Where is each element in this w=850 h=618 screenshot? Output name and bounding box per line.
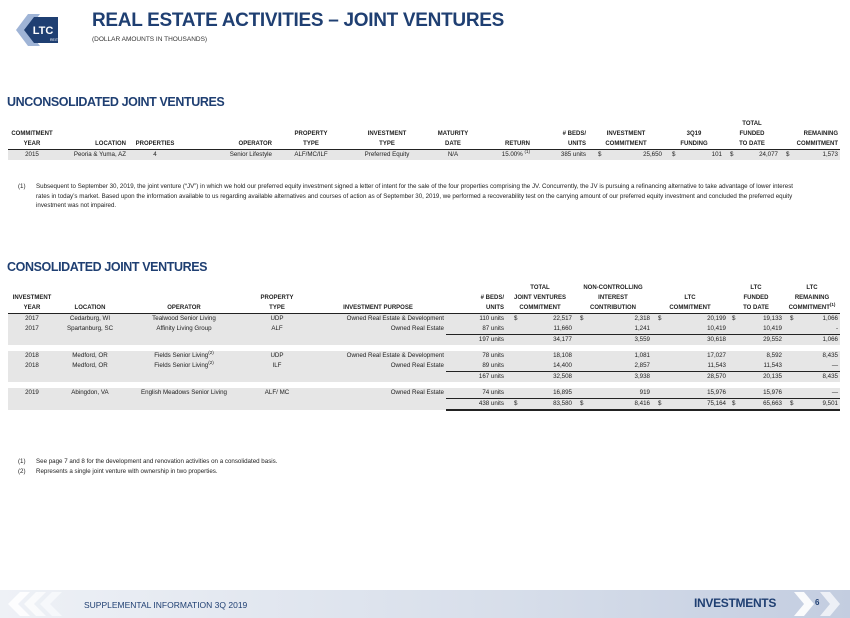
cell-location: Peoria & Yuma, AZ bbox=[56, 150, 128, 161]
header-purpose: INVESTMENT PURPOSE bbox=[310, 303, 446, 314]
subtotal-row bbox=[8, 372, 840, 383]
header-units: UNITS bbox=[446, 303, 506, 314]
cell-type: UDP bbox=[244, 351, 310, 361]
cell-location: Cedarburg, WI bbox=[56, 314, 124, 325]
table-row bbox=[8, 324, 840, 335]
cell-remaining: $ 9,501 bbox=[784, 399, 840, 411]
ltc-logo bbox=[14, 10, 62, 50]
header-location: LOCATION bbox=[56, 139, 128, 150]
header-ltc-2: LTC bbox=[806, 285, 818, 291]
cell-operator: Senior Lifestyle bbox=[182, 150, 274, 161]
header-commitment-3: COMMITMENT bbox=[780, 139, 840, 150]
header-year: YEAR bbox=[8, 303, 56, 314]
cell-purpose: Owned Real Estate bbox=[310, 388, 446, 399]
header-operator: OPERATOR bbox=[124, 303, 244, 314]
logo-text: LTC bbox=[32, 25, 54, 37]
header-inv-type: TYPE bbox=[348, 139, 426, 150]
consolidated-footnote-1: (1) See page 7 and 8 for the development and renovation activities on a consolidated basis. bbox=[18, 458, 278, 465]
cell-jv: 11,660 bbox=[506, 324, 574, 335]
cell-remaining: $ 1,573 bbox=[780, 150, 840, 161]
cell-to-date: $ 24,077 bbox=[724, 150, 780, 161]
header-total: TOTAL bbox=[530, 285, 550, 291]
cell-purpose: Owned Real Estate bbox=[310, 361, 446, 372]
cell-ltc: 10,419 bbox=[652, 324, 728, 335]
cell-ltc: $ 75,164 bbox=[652, 399, 728, 411]
header-funded: FUNDED bbox=[739, 131, 765, 137]
cell-type: ALF/ MC bbox=[244, 388, 310, 399]
cell-year: 2018 bbox=[8, 351, 56, 361]
consolidated-table bbox=[8, 283, 840, 411]
cell-units: 78 units bbox=[446, 351, 506, 361]
cell-type: UDP bbox=[244, 314, 310, 325]
header-property: PROPERTY bbox=[294, 131, 328, 137]
header-commitment-3: COMMITMENT$^{(1)}$ bbox=[784, 303, 840, 314]
header-properties: PROPERTIES bbox=[128, 139, 182, 150]
header-commitment-2: COMMITMENT bbox=[588, 139, 664, 150]
cell-funded: 8,592 bbox=[728, 351, 784, 361]
cell-units: 89 units bbox=[446, 361, 506, 372]
cell-funding: $ 101 bbox=[664, 150, 724, 161]
page-subtitle: (DOLLAR AMOUNTS IN THOUSANDS) bbox=[92, 36, 208, 43]
cell-ltc: $ 20,199 bbox=[652, 314, 728, 325]
cell-ltc: 30,618 bbox=[652, 335, 728, 346]
cell-return: 15.00% $^{(1)}$ bbox=[480, 150, 532, 161]
cell-purpose: Owned Real Estate bbox=[310, 324, 446, 335]
cell-ltc: 28,570 bbox=[652, 372, 728, 383]
cell-nci: 2,857 bbox=[574, 361, 652, 372]
header-to-date: TO DATE bbox=[724, 139, 780, 150]
header-commitment-2: COMMITMENT bbox=[652, 303, 728, 314]
cell-purpose: Owned Real Estate & Development bbox=[310, 351, 446, 361]
unconsolidated-footnote: (1) Subsequent to September 30, 2019, the joint venture (“JV”) in which we hold our preferred equity investment signed a letter of intent for the sale of the four properties comprising the JV. Concurrently, the JV is pursuing a refinancing alternative to take advantage of lower interest rates in today’s market. Based upon the information available to us regarding available alternatives and courses of action as of September 30, 2019, we performed a recoverability test on the carrying amount of our preferred equity investment and concluded the preferred equity investment was not impaired. bbox=[18, 183, 794, 209]
cell-jv: $ 83,580 bbox=[506, 399, 574, 411]
header-year: YEAR bbox=[8, 139, 56, 150]
cell-funded: $ 19,133 bbox=[728, 314, 784, 325]
header-funded: FUNDED bbox=[743, 295, 769, 301]
cell-purpose: Owned Real Estate & Development bbox=[310, 314, 446, 325]
header-to-date: TO DATE bbox=[728, 303, 784, 314]
cell-location: Abingdon, VA bbox=[56, 388, 124, 399]
footer bbox=[0, 590, 850, 618]
cell-nci: 1,081 bbox=[574, 351, 652, 361]
table-row bbox=[8, 314, 840, 325]
header-contribution: CONTRIBUTION bbox=[574, 303, 652, 314]
cell-jv: 14,400 bbox=[506, 361, 574, 372]
cell-location: Medford, OR bbox=[56, 361, 124, 372]
unconsolidated-table bbox=[8, 119, 840, 160]
header-ltc: LTC bbox=[684, 295, 696, 301]
table-row bbox=[8, 150, 840, 161]
cell-funded: 20,135 bbox=[728, 372, 784, 383]
cell-funded: 15,976 bbox=[728, 388, 784, 399]
cell-funded: 11,543 bbox=[728, 361, 784, 372]
cell-remaining: 1,066 bbox=[784, 335, 840, 346]
cell-remaining: 8,435 bbox=[784, 372, 840, 383]
cell-remaining: - bbox=[784, 324, 840, 335]
header-ltc-1: LTC bbox=[750, 285, 762, 291]
cell-remaining: 8,435 bbox=[784, 351, 840, 361]
cell-nci: 3,559 bbox=[574, 335, 652, 346]
cell-inv-type: Preferred Equity bbox=[348, 150, 426, 161]
cell-jv: 32,508 bbox=[506, 372, 574, 383]
cell-type: ALF/MC/ILF bbox=[274, 150, 348, 161]
header-remaining: REMAINING bbox=[803, 131, 838, 137]
cell-type: ALF bbox=[244, 324, 310, 335]
header-maturity: MATURITY bbox=[437, 131, 469, 137]
cell-units: 87 units bbox=[446, 324, 506, 335]
cell-location: Spartanburg, SC bbox=[56, 324, 124, 335]
cell-nci: 3,938 bbox=[574, 372, 652, 383]
cell-type: ILF bbox=[244, 361, 310, 372]
header-commitment: COMMITMENT bbox=[11, 131, 53, 137]
cell-nci: 919 bbox=[574, 388, 652, 399]
header-investment-2: INVESTMENT bbox=[606, 131, 646, 137]
cell-operator: Fields Senior Living$^{(2)}$ bbox=[124, 361, 244, 372]
cell-units: 385 units bbox=[532, 150, 588, 161]
logo-subtext: REIT bbox=[50, 38, 58, 42]
cell-funded: $ 65,663 bbox=[728, 399, 784, 411]
cell-nci: 1,241 bbox=[574, 324, 652, 335]
header-commitment: COMMITMENT bbox=[506, 303, 574, 314]
cell-operator: Affinity Living Group bbox=[124, 324, 244, 335]
table-row bbox=[8, 361, 840, 372]
cell-remaining: — bbox=[784, 388, 840, 399]
table-row bbox=[8, 388, 840, 399]
cell-remaining: — bbox=[784, 361, 840, 372]
cell-ltc: 17,027 bbox=[652, 351, 728, 361]
cell-units: 74 units bbox=[446, 388, 506, 399]
cell-units: 438 units bbox=[446, 399, 506, 411]
footer-text: SUPPLEMENTAL INFORMATION 3Q 2019 bbox=[84, 600, 248, 610]
unconsolidated-section-title: UNCONSOLIDATED JOINT VENTURES bbox=[7, 95, 225, 109]
header-noncontrolling: NON-CONTROLLING bbox=[583, 285, 643, 291]
cell-year: 2017 bbox=[8, 314, 56, 325]
cell-units: 167 units bbox=[446, 372, 506, 383]
cell-nci: $ 2,318 bbox=[574, 314, 652, 325]
page-number: 6 bbox=[815, 598, 820, 607]
cell-operator: English Meadows Senior Living bbox=[124, 388, 244, 399]
consolidated-footnote-2: (2) Represents a single joint venture with ownership in two properties. bbox=[18, 468, 218, 475]
cell-properties: 4 bbox=[128, 150, 182, 161]
subtotal-row bbox=[8, 335, 840, 346]
header-interest: INTEREST bbox=[598, 295, 628, 301]
header-jv: JOINT VENTURES bbox=[513, 295, 566, 301]
header-investment: INVESTMENT bbox=[367, 131, 407, 137]
cell-units: 110 units bbox=[446, 314, 506, 325]
cell-jv: 18,108 bbox=[506, 351, 574, 361]
cell-jv: $ 22,517 bbox=[506, 314, 574, 325]
header-beds: # BEDS/ bbox=[480, 295, 504, 301]
cell-operator: Tealwood Senior Living bbox=[124, 314, 244, 325]
header-units: UNITS bbox=[532, 139, 588, 150]
chevron-right-decoration-icon bbox=[790, 590, 850, 618]
cell-location: Medford, OR bbox=[56, 351, 124, 361]
cell-units: 197 units bbox=[446, 335, 506, 346]
cell-funded: 10,419 bbox=[728, 324, 784, 335]
cell-ltc: 15,976 bbox=[652, 388, 728, 399]
cell-jv: 16,895 bbox=[506, 388, 574, 399]
header-3q19: 3Q19 bbox=[686, 131, 702, 137]
cell-date: N/A bbox=[426, 150, 480, 161]
header-type: TYPE bbox=[244, 303, 310, 314]
header-operator: OPERATOR bbox=[182, 139, 274, 150]
cell-remaining: $ 1,066 bbox=[784, 314, 840, 325]
cell-ltc: 11,543 bbox=[652, 361, 728, 372]
header-date: DATE bbox=[426, 139, 480, 150]
cell-year: 2017 bbox=[8, 324, 56, 335]
cell-jv: 34,177 bbox=[506, 335, 574, 346]
header-investment: INVESTMENT bbox=[12, 295, 52, 301]
footer-section-label: INVESTMENTS bbox=[694, 596, 777, 610]
total-row bbox=[8, 399, 840, 411]
header-beds: # BEDS/ bbox=[562, 131, 586, 137]
table-row bbox=[8, 351, 840, 361]
header-property: PROPERTY bbox=[260, 295, 294, 301]
header-location: LOCATION bbox=[56, 303, 124, 314]
page-title: REAL ESTATE ACTIVITIES – JOINT VENTURES bbox=[92, 10, 504, 31]
chevron-decoration-icon bbox=[0, 590, 80, 618]
header-funding: FUNDING bbox=[664, 139, 724, 150]
consolidated-section-title: CONSOLIDATED JOINT VENTURES bbox=[7, 260, 208, 274]
cell-year: 2019 bbox=[8, 388, 56, 399]
cell-year: 2015 bbox=[8, 150, 56, 161]
header-type: TYPE bbox=[274, 139, 348, 150]
header-return: RETURN bbox=[480, 139, 532, 150]
header-total: TOTAL bbox=[742, 121, 762, 127]
cell-year: 2018 bbox=[8, 361, 56, 372]
cell-operator: Fields Senior Living$^{(2)}$ bbox=[124, 351, 244, 361]
cell-nci: $ 8,416 bbox=[574, 399, 652, 411]
header-remaining: REMAINING bbox=[794, 295, 830, 301]
cell-commitment: $ 25,650 bbox=[588, 150, 664, 161]
cell-funded: 29,552 bbox=[728, 335, 784, 346]
